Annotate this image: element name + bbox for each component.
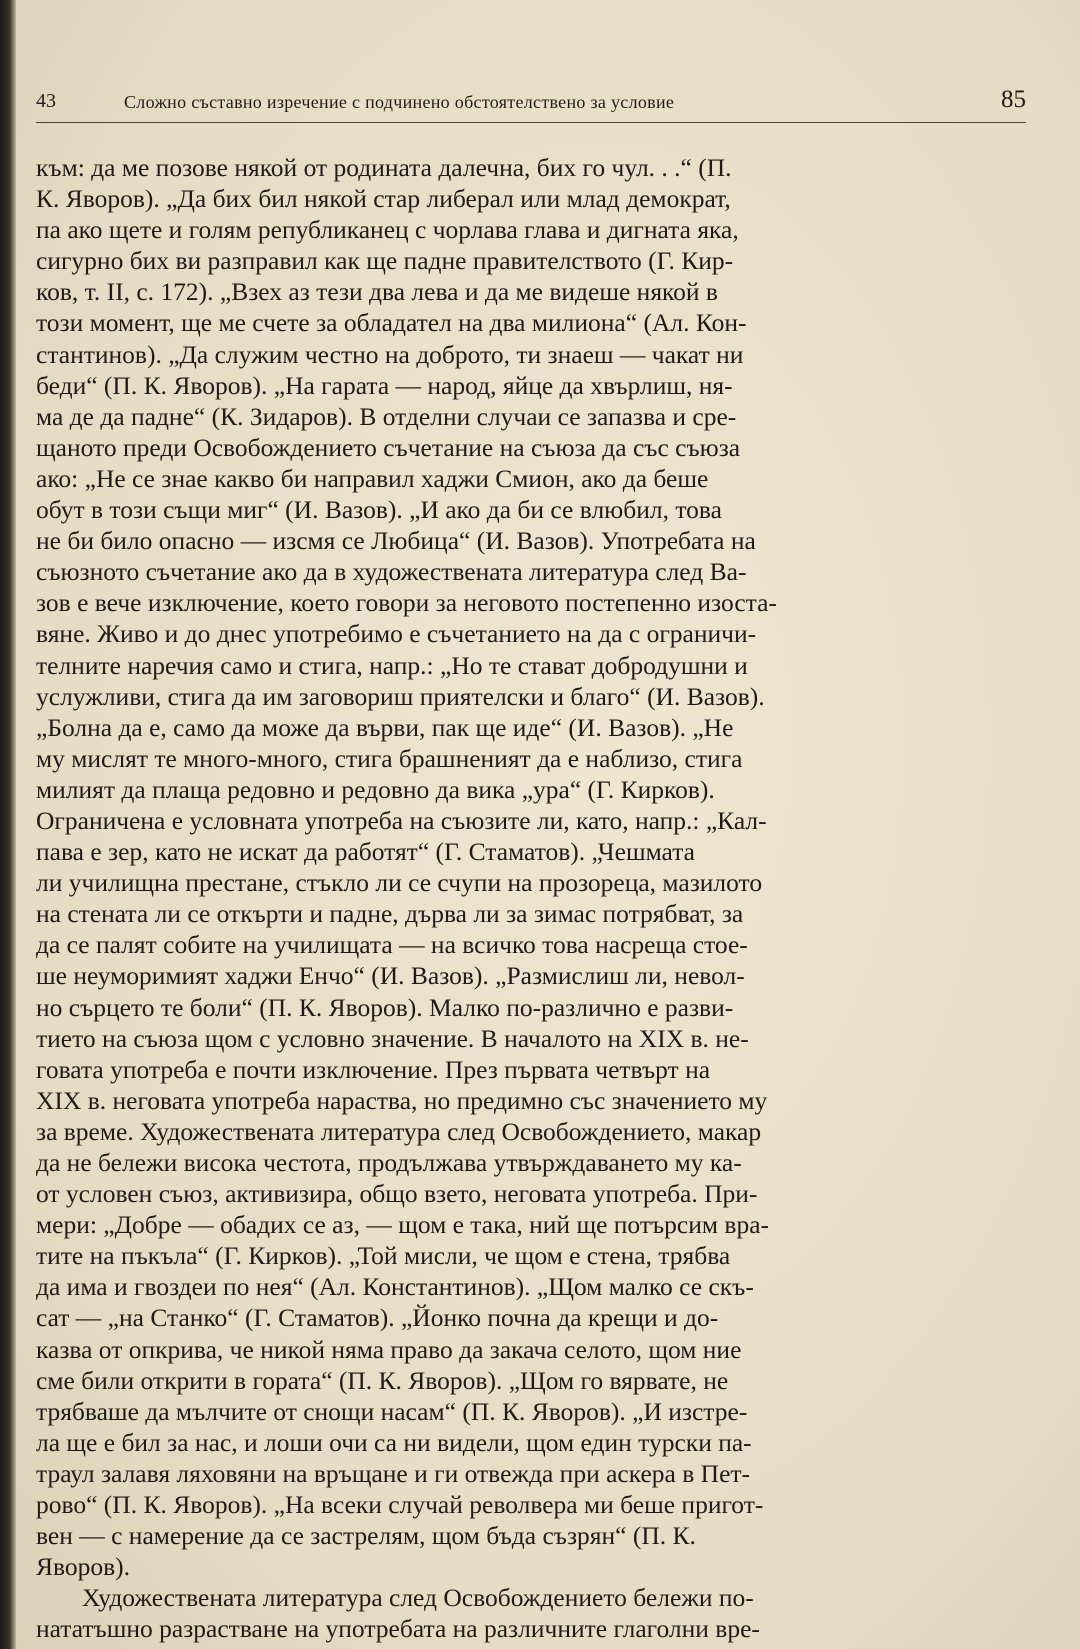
running-title: Сложно съставно изречение с подчинено обстоятелствено за условие — [124, 92, 675, 112]
text-line: да се палят собите на училищата — на всичко това насреща стое- — [36, 930, 748, 960]
text-line: говата употреба е почти изключение. През първата четвърт на — [36, 1054, 711, 1084]
text-line: ков, т. II, с. 172). „Взех аз тези два лева и да ме видеше някой в — [36, 277, 718, 307]
text-line: ако: „Не се знае какво би направил хаджи Смион, ако да беше — [36, 463, 709, 493]
text-line: сигурно бих ви разправил как ще падне правителството (Г. Кир- — [36, 246, 734, 276]
text-line: па ако щете и голям републиканец с чорлава глава и дигната яка, — [36, 215, 739, 245]
text-line: но сърцето те боли“ (П. К. Яворов). Малко по-различно е разви- — [36, 992, 734, 1022]
text-line: ше неуморимият хаджи Енчо“ (И. Вазов). „Размислиш ли, невол- — [36, 961, 745, 991]
text-line: вяне. Живо и до днес употребимо е съчетанието на да с ограничи- — [36, 619, 757, 649]
text-line: вен — с намерение да се застрелям, щом бъда съзрян“ (П. К. — [36, 1521, 696, 1551]
text-line: казва от опкрива, че никой няма право да закача селото, щом ние — [36, 1334, 742, 1364]
text-line: телните наречия само и стига, напр.: „Но те стават добродушни и — [36, 650, 748, 680]
text-line: рово“ (П. К. Яворов). „На всеки случай револвера ми беше пригот- — [36, 1490, 764, 1520]
text-line: към: да ме позове някой от родината далечна, бих го чул. . .“ (П. — [36, 153, 732, 182]
text-line: милият да плаща редовно и редовно да вика „ура“ (Г. Кирков). — [36, 774, 715, 804]
text-line: за време. Художествената литература след Освобождението, макар — [36, 1116, 762, 1146]
body-text — [36, 152, 1026, 1645]
scan-binding-edge — [0, 0, 16, 1649]
paragraph-start-line: Художествената литература след Освобождението бележи по- — [82, 1583, 754, 1613]
text-line: стантинов). „Да служим честно на доброто, ти знаеш — чакат ни — [36, 339, 744, 369]
text-line: обут в този същи миг“ (И. Вазов). „И ако да би се влюбил, това — [36, 495, 722, 525]
text-line: не би било опасно — изсмя се Любица“ (И. Вазов). Употребата на — [36, 526, 756, 556]
text-line: тите на пъкъла“ (Г. Кирков). „Той мисли, че щом е стена, трябва — [36, 1241, 731, 1271]
text-line: му мислят те много-много, стига брашненият да е наблизо, стига — [36, 743, 743, 773]
text-line: Яворов). — [36, 1552, 131, 1582]
text-line: траул залавя ляховяни на връщане и ги отвежда при аскера в Пет- — [36, 1458, 751, 1488]
text-line: щаното преди Освобождението съчетание на съюза да със съюза — [36, 432, 741, 462]
text-line: от условен съюз, активизира, общо взето, неговата употреба. При- — [36, 1179, 758, 1209]
section-number: 43 — [36, 90, 56, 112]
text-line: пава е зер, като не искат да работят“ (Г. Стаматов). „Чешмата — [36, 837, 695, 867]
text-line: този момент, ще ме счете за обладател на два милиона“ (Ал. Кон- — [36, 308, 747, 338]
page-header — [36, 88, 1026, 123]
text-line: съюзното съчетание ако да в художествената литература след Ва- — [36, 557, 747, 587]
text-line: услужливи, стига да им заговориш приятелски и благо“ (И. Вазов). — [36, 681, 765, 711]
text-line: да има и гвоздеи по нея“ (Ал. Константинов). „Щом малко се скъ- — [36, 1272, 754, 1302]
text-line: да не бележи висока честота, продължава утвърждаването му ка- — [36, 1148, 742, 1177]
text-line: ма де да падне“ (К. Зидаров). В отделни случаи се запазва и сре- — [36, 401, 737, 431]
text-line: тието на съюза щом с условно значение. В началото на XIX в. не- — [36, 1023, 749, 1053]
text-line: нататъшно разрастване на употребата на различните глаголни вре- — [36, 1614, 760, 1644]
text-line: ла ще е бил за нас, и лоши очи са ни видели, щом един турски па- — [36, 1427, 752, 1457]
text-line: сме били открити в гората“ (П. К. Яворов). „Щом го вярвате, не — [36, 1365, 729, 1395]
text-line: на стената ли се откърти и падне, дърва ли за зимас потрябват, за — [36, 899, 744, 929]
text-line: ли училищна престане, стъкло ли се счупи на прозореца, мазилото — [36, 868, 763, 898]
text-line: сат — „на Станко“ (Г. Стаматов). „Йонко почна да крещи и до- — [36, 1303, 719, 1333]
text-line: Ограничена е условната употреба на съюзите ли, като, напр.: „Кал- — [36, 805, 767, 835]
book-page — [16, 0, 1080, 1649]
text-line: К. Яворов). „Да бих бил някой стар либерал или млад демократ, — [36, 184, 731, 214]
text-line: мери: „Добре — обадих се аз, — щом е така, ний ще потърсим вра- — [36, 1210, 770, 1240]
page-number: 85 — [1001, 86, 1026, 113]
text-line: XIX в. неговата употреба нараства, но предимно със значението му — [36, 1085, 768, 1115]
text-line: беди“ (П. К. Яворов). „На гарата — народ, яйце да хвърлиш, ня- — [36, 370, 733, 400]
text-line: зов е вече изключение, което говори за неговото постепенно изоста- — [36, 588, 777, 618]
text-line: „Болна да е, само да може да върви, пак ще иде“ (И. Вазов). „Не — [36, 712, 734, 742]
text-line: трябваше да мълчите от снощи насам“ (П. К. Яворов). „И изстре- — [36, 1396, 748, 1426]
